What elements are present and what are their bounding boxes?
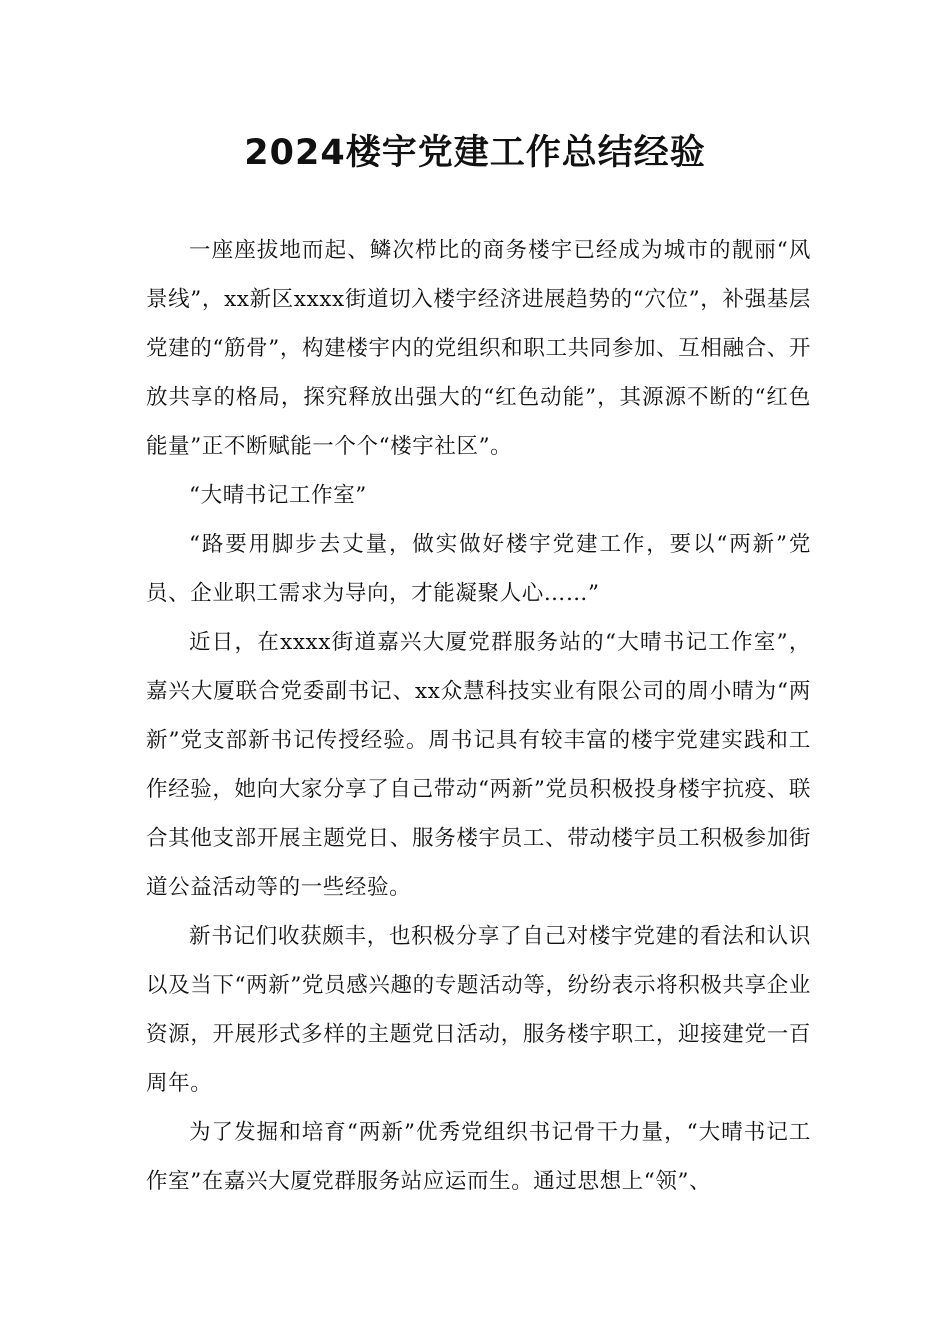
paragraph-new-secretaries: 新书记们收获颇丰，也积极分享了自己对楼宇党建的看法和认识以及当下“两新”党员感兴趣的专题活动等，纷纷表示将积极共享企业资源，开展形式多样的主题党日活动，服务楼宇职工，迎接建党一百周年。 <box>146 924 811 1096</box>
paragraph-quote: “路要用脚步去丈量，做实做好楼宇党建工作，要以“两新”党员、企业职工需求为导向，才能凝聚人心……” <box>146 532 811 606</box>
paragraph-subheading: “大晴书记工作室” <box>189 483 367 508</box>
document-title: 2024楼宇党建工作总结经验 <box>244 133 706 173</box>
paragraph-recent-event: 近日，在xxxx街道嘉兴大厦党群服务站的“大晴书记工作室”，嘉兴大厦联合党委副书记、xx众慧科技实业有限公司的周小晴为“两新”党支部新书记传授经验。周书记具有较丰富的楼宇党建实践和工作经验，她向大家分享了自己带动“两新”党员积极投身楼宇抗疫、联合其他支部开展主题党日、服务楼宇员工、带动楼宇员工积极参加街道公益活动等的一些经验。 <box>146 630 811 900</box>
paragraph-studio-origin: 为了发掘和培育“两新”优秀党组织书记骨干力量，“大晴书记工作室”在嘉兴大厦党群服务站应运而生。通过思想上“领”、 <box>146 1120 811 1194</box>
paragraph-intro: 一座座拔地而起、鳞次栉比的商务楼宇已经成为城市的靓丽“风景线”，xx新区xxxx街道切入楼宇经济进展趋势的“穴位”，补强基层党建的“筋骨”，构建楼宇内的党组织和职工共同参加、互相融合、开放共享的格局，探究释放出强大的“红色动能”，其源源不断的“红色能量”正不断赋能一个个“楼宇社区”。 <box>146 238 811 459</box>
document-body <box>146 226 811 1206</box>
